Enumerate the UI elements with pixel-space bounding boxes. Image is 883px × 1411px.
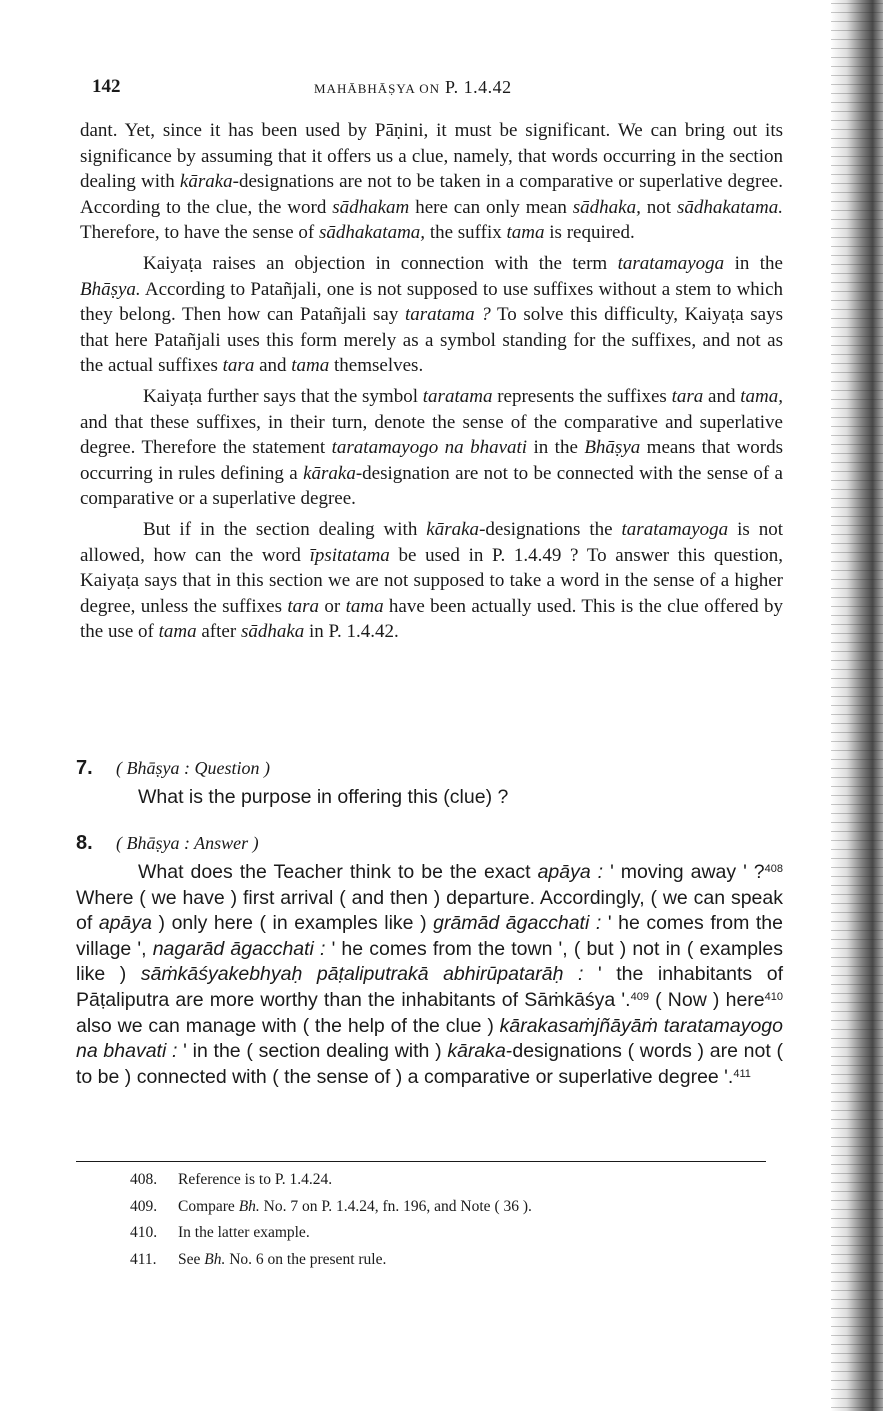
italic-term: kāraka — [426, 518, 480, 540]
running-title-rule: P. 1.4.42 — [445, 77, 512, 97]
text-run: have been actually used. This is the clue offered by the use of — [80, 595, 784, 643]
footnote-number: 411. — [130, 1250, 157, 1268]
footnote-ref[interactable]: 409 — [630, 990, 649, 1003]
footnote-number: 409. — [130, 1197, 158, 1215]
italic-term: Bhāṣya — [584, 437, 641, 459]
footnote-text: Reference is to P. 1.4.24. — [178, 1171, 333, 1188]
text-run: -designations ( words ) are not ( to be ) connected with ( the sense of ) a comparative or superlative degree '. — [76, 1040, 784, 1088]
italic-term: sādhaka, — [572, 196, 641, 218]
footnote-italic: Bh. — [238, 1197, 260, 1215]
italic-term: kāraka — [447, 1040, 506, 1063]
footnote-item — [130, 1194, 770, 1221]
text-run: -designation are not to be connected with the sense of a comparative or a superlative degree. — [80, 462, 783, 510]
text-run: ' in the ( section dealing with ) — [177, 1040, 448, 1063]
footnote-divider — [76, 1161, 766, 1162]
italic-term: kārakasaṁjñāyāṁ taratamayogo na bhavati : — [76, 1014, 783, 1063]
text-run: here can only mean — [409, 196, 573, 218]
section-7-text: What is the purpose in offering this (clue) ? — [138, 786, 509, 808]
italic-term: taratama ? — [404, 304, 491, 326]
section-7-heading — [76, 757, 783, 780]
italic-term: tama — [158, 621, 197, 643]
body-text — [80, 118, 783, 650]
text-run: Therefore, to have the sense of — [80, 222, 319, 244]
footnote-number: 408. — [130, 1171, 158, 1188]
running-title — [314, 77, 512, 98]
section-8-number: 8. — [76, 832, 93, 854]
text-run: in P. 1.4.42. — [304, 621, 399, 643]
text-run: represents the suffixes — [492, 385, 672, 407]
footnote-ref[interactable]: 410 — [764, 990, 783, 1003]
text-run: dant. Yet, since it has been used by Pāṇini, it must be significant. We can bring out its significance by assuming that it offers us a clue, namely, that words occurring in the section dealing with — [80, 120, 783, 193]
italic-term: taratamayoga — [621, 518, 729, 540]
text-run: -designations the — [479, 518, 622, 540]
text-run: Kaiyaṭa further says that the symbol — [143, 385, 423, 407]
italic-term: sāṁkāśyakebhyaḥ pāṭaliputrakā abhirūpatarāḥ : — [140, 963, 584, 986]
footnote-text: No. 7 on P. 1.4.24, fn. 196, and Note ( 36 ). — [259, 1197, 532, 1215]
text-run: What does the Teacher think to be the exact — [138, 861, 538, 883]
footnote-item — [130, 1167, 770, 1194]
italic-term: nagarād āgacchati : — [152, 937, 326, 960]
italic-term: sādhakatama, — [318, 222, 426, 244]
italic-term: kāraka — [179, 171, 233, 193]
text-run: is not allowed, how can the word — [80, 518, 783, 566]
page-header — [92, 76, 782, 104]
italic-term: taratamayoga — [617, 252, 725, 274]
footnote-text: See — [178, 1250, 205, 1268]
footnote-item — [130, 1220, 770, 1247]
text-run: To solve this difficulty, Kaiyaṭa says that here Patañjali uses this form merely as a symbol standing for the suffixes, and not as the actual suffixes — [80, 304, 783, 377]
italic-term: tama — [506, 222, 545, 244]
page-edge-shadow — [831, 0, 883, 1411]
footnote-text: In the latter example. — [178, 1224, 310, 1241]
italic-term: tama — [345, 595, 384, 617]
text-run: after — [196, 621, 241, 643]
text-run: not — [640, 196, 677, 218]
text-run: and — [254, 355, 292, 377]
italic-term: sādhakam — [332, 196, 410, 218]
page-number: 142 — [92, 76, 121, 97]
italic-term: taratama — [422, 385, 493, 407]
italic-term: tama — [291, 355, 330, 377]
footnote-ref[interactable]: 411 — [733, 1067, 751, 1080]
section-7-label: ( Bhāṣya : Question ) — [116, 758, 270, 778]
text-run: is required. — [544, 222, 635, 244]
section-8-label: ( Bhāṣya : Answer ) — [116, 833, 259, 853]
running-title-caps: MAHĀBHĀṢYA ON — [314, 81, 441, 96]
text-run: But if in the section dealing with — [143, 518, 427, 540]
footnotes — [130, 1167, 770, 1273]
text-run: also we can manage with ( the help of the clue ) — [76, 1014, 500, 1037]
text-run: According to Patañjali, one is not supposed to use suffixes without a stem to which they belong. Then how can Patañjali say — [80, 278, 783, 326]
italic-term: sādhakatama. — [676, 196, 784, 218]
italic-term: tara — [671, 385, 704, 407]
text-run: means that words occurring in rules defining a — [80, 437, 783, 484]
footnote-text: Compare — [178, 1197, 239, 1215]
text-run: ' moving away ' ? — [603, 861, 765, 883]
text-run: in the — [724, 252, 783, 274]
italic-term: tara — [287, 595, 320, 617]
section-8-text — [76, 860, 783, 1090]
italic-term: grāmād āgacchati : — [433, 912, 602, 935]
text-run: ' he comes from the town ', ( but ) not in ( examples like ) — [76, 937, 783, 986]
italic-term: Bhāṣya. — [80, 278, 141, 300]
footnote-italic: Bh. — [204, 1250, 226, 1268]
footnote-number: 410. — [130, 1224, 158, 1241]
text-run: -designations are not to be taken in a comparative or superlative degree. According to the clue, the word — [80, 171, 783, 218]
italic-term: apāya : — [537, 861, 604, 883]
text-run: or — [319, 595, 346, 617]
italic-term: īpsitatama — [309, 544, 390, 566]
paragraph-4 — [80, 517, 783, 645]
text-run: ' the inhabitants of Pāṭaliputra are more worthy than the inhabitants of Sāṁkāśya '. — [76, 963, 783, 1011]
text-run: Kaiyaṭa raises an objection in connection with the term — [143, 252, 618, 274]
section-7 — [76, 757, 783, 811]
footnote-text: No. 6 on the present rule. — [225, 1250, 387, 1268]
text-run: be used in P. 1.4.49 ? To answer this question, Kaiyaṭa says that in this section we are not supposed to take a word in the sense of a higher degree, unless the suffixes — [80, 544, 783, 617]
text-run: the suffix — [425, 222, 507, 244]
italic-term: apāya — [98, 912, 152, 935]
text-run: and — [703, 385, 741, 407]
section-8-heading — [76, 832, 783, 855]
text-run: ) only here ( in examples like ) — [151, 912, 434, 935]
italic-term: kāraka — [303, 462, 356, 484]
text-run: in the — [527, 437, 585, 459]
italic-term: taratamayogo na bhavati — [331, 437, 528, 459]
italic-term: tama, — [740, 385, 783, 407]
paragraph-3 — [80, 384, 783, 512]
text-run: ' he comes from the village ', — [76, 912, 783, 960]
section-7-number: 7. — [76, 757, 93, 779]
italic-term: tara — [222, 355, 255, 377]
italic-term: sādhaka — [240, 621, 305, 643]
section-8 — [76, 832, 783, 1090]
footnote-ref[interactable]: 408 — [764, 863, 784, 875]
text-run: ( Now ) here — [648, 988, 765, 1011]
footnote-item — [130, 1247, 770, 1274]
text-run: Where ( we have ) first arrival ( and then ) departure. Accordingly, ( we can speak of — [76, 886, 783, 935]
text-run: themselves. — [329, 355, 424, 377]
text-run: and that these suffixes, in their turn, denote the sense of the comparative and superlative degree. Therefore the statement — [80, 411, 783, 459]
paragraph-2 — [80, 251, 783, 379]
paragraph-1 — [80, 118, 783, 246]
